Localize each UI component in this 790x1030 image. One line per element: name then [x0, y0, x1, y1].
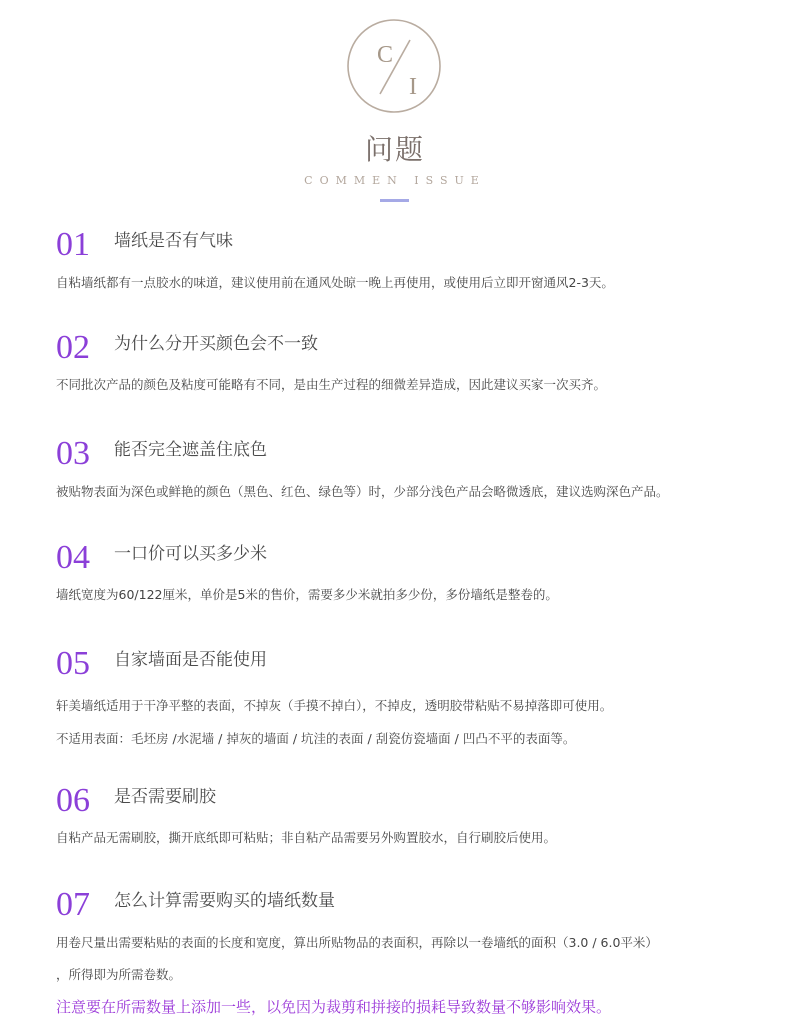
title-underline: [380, 199, 409, 202]
answer-text: 自粘墙纸都有一点胶水的味道，建议使用前在通风处晾一晚上再使用，或使用后立即开窗通风2-3天。: [56, 275, 614, 290]
ci-logo: [346, 18, 442, 114]
question-title: 是否需要刷胶: [114, 787, 216, 807]
note-text: 注意要在所需数量上添加一些，以免因为裁剪和拼接的损耗导致数量不够影响效果。: [56, 998, 612, 1016]
question-title: 能否完全遮盖住底色: [114, 440, 267, 460]
answer-text: 墙纸宽度为60/122厘米，单价是5米的售价，需要多少米就拍多少份，多份墙纸是整卷的。: [56, 587, 558, 602]
question-number: 05: [56, 645, 90, 682]
answer-text: 被贴物表面为深色或鲜艳的颜色（黑色、红色、绿色等）时，少部分浅色产品会略微透底，建议选购深色产品。: [56, 484, 669, 499]
question-title: 怎么计算需要购买的墙纸数量: [114, 891, 335, 911]
question-number: 04: [56, 539, 90, 576]
logo-letter-c: C: [377, 42, 394, 68]
question-number: 03: [56, 435, 90, 472]
question-number: 07: [56, 886, 90, 923]
question-title: 自家墙面是否能使用: [114, 650, 267, 670]
logo-letter-i: I: [409, 74, 417, 100]
page-subtitle: COMMEN ISSUE: [304, 174, 486, 187]
question-title: 一口价可以买多少米: [114, 544, 267, 564]
answer-text: 轩美墙纸适用于干净平整的表面，不掉灰（手摸不掉白），不掉皮，透明胶带粘贴不易掉落即可使用。: [56, 698, 613, 713]
answer-text: 不同批次产品的颜色及粘度可能略有不同，是由生产过程的细微差异造成，因此建议买家一次买齐。: [56, 377, 607, 392]
question-title: 为什么分开买颜色会不一致: [114, 334, 318, 354]
question-title: 墙纸是否有气味: [114, 231, 233, 251]
question-number: 01: [56, 226, 90, 263]
question-number: 06: [56, 782, 90, 819]
answer-text: 自粘产品无需刷胶，撕开底纸即可粘贴；非自粘产品需要另外购置胶水，自行刷胶后使用。: [56, 830, 557, 845]
page-title: 问题: [364, 133, 425, 166]
answer-text: ，所得即为所需卷数。: [56, 967, 182, 982]
answer-text: 用卷尺量出需要粘贴的表面的长度和宽度，算出所贴物品的表面积，再除以一卷墙纸的面积（3.0 / 6.0平米）: [56, 935, 658, 950]
answer-text: 不适用表面：毛坯房 /水泥墙 / 掉灰的墙面 / 坑洼的表面 / 刮瓷仿瓷墙面 / 凹凸不平的表面等。: [56, 731, 576, 746]
question-number: 02: [56, 329, 90, 366]
